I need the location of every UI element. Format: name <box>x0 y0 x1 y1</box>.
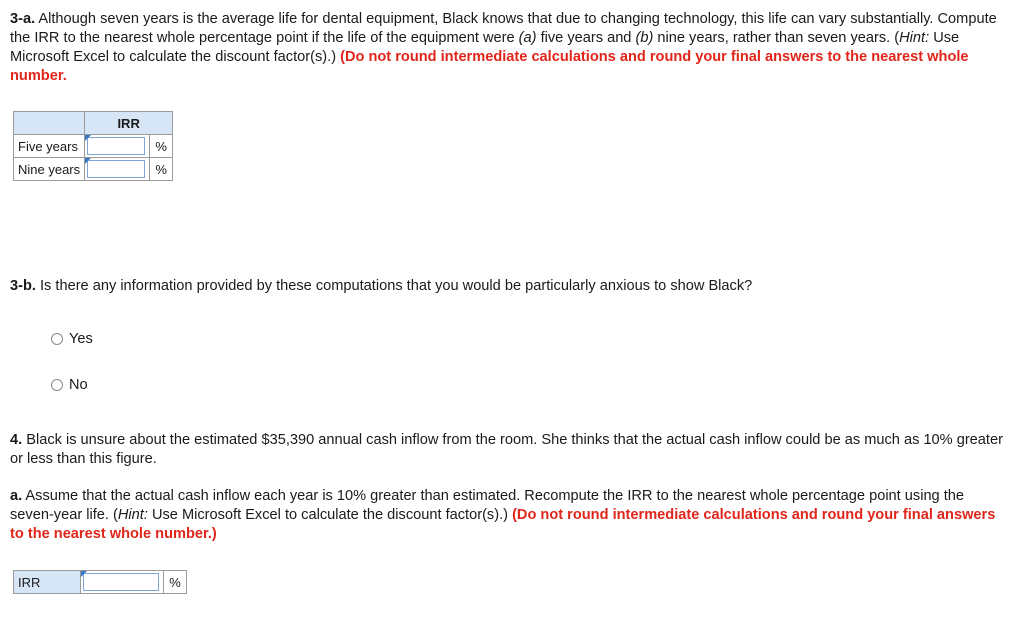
percent-unit: % <box>150 135 173 158</box>
irr-table-header: IRR <box>85 112 173 135</box>
row-label-nine-years: Nine years <box>14 158 85 181</box>
irr-nine-years-input[interactable] <box>87 160 145 178</box>
table-row <box>14 135 173 158</box>
percent-unit: % <box>150 158 173 181</box>
question-4-number: 4. <box>10 432 23 448</box>
irr-label: IRR <box>14 571 81 594</box>
question-3b-number: 3-b. <box>10 278 36 294</box>
irr-table <box>13 111 173 181</box>
question-3a-instruction: (Do not round intermediate calculations and round your final answers to the nearest whole number. <box>10 49 969 84</box>
radio-option-no[interactable] <box>51 377 88 393</box>
radio-button[interactable] <box>51 379 63 391</box>
irr-seven-year-input[interactable] <box>83 573 159 591</box>
radio-label: No <box>69 377 88 393</box>
flag-icon <box>81 571 87 577</box>
irr-five-years-input[interactable] <box>87 137 145 155</box>
radio-option-yes[interactable] <box>51 331 93 347</box>
percent-unit: % <box>164 571 187 594</box>
row-label-five-years: Five years <box>14 135 85 158</box>
question-3a-number: 3-a. <box>10 11 36 27</box>
question-4a-instruction: (Do not round intermediate calculations and round your final answers to the nearest whole number.) <box>10 507 996 542</box>
question-3a: 3-a. Although seven years is the average life for dental equipment, Black knows that due to changing technology, this life can vary substantially. Compute the IRR to the nearest whole percentage point if the life of the equipment were (a) five years and (b) nine years, rather than seven years. (Hint: Use Microsoft Excel to calculate the discount factor(s).) (Do not round intermediate calculations and round your final answers to the nearest whole number. <box>10 11 997 84</box>
question-4a-label: a. <box>10 488 23 504</box>
table-row <box>14 571 187 594</box>
question-3b: 3-b. Is there any information provided by these computations that you would be particularly anxious to show Black? <box>10 278 753 294</box>
irr-input-table <box>13 570 187 594</box>
radio-button[interactable] <box>51 333 63 345</box>
radio-label: Yes <box>69 331 93 347</box>
question-4a: a. Assume that the actual cash inflow each year is 10% greater than estimated. Recompute the IRR to the nearest whole percentage point using the seven-year life. (Hint: Use Microsoft Excel to calculate the discount factor(s).) (Do not round intermediate calculations and round your final answers to the nearest whole number.) <box>10 488 996 542</box>
question-4: 4. Black is unsure about the estimated $35,390 annual cash inflow from the room. She thinks that the actual cash inflow could be as much as 10% greater or less than this figure. <box>10 432 1003 467</box>
table-row <box>14 158 173 181</box>
flag-icon <box>85 158 91 164</box>
flag-icon <box>85 135 91 141</box>
